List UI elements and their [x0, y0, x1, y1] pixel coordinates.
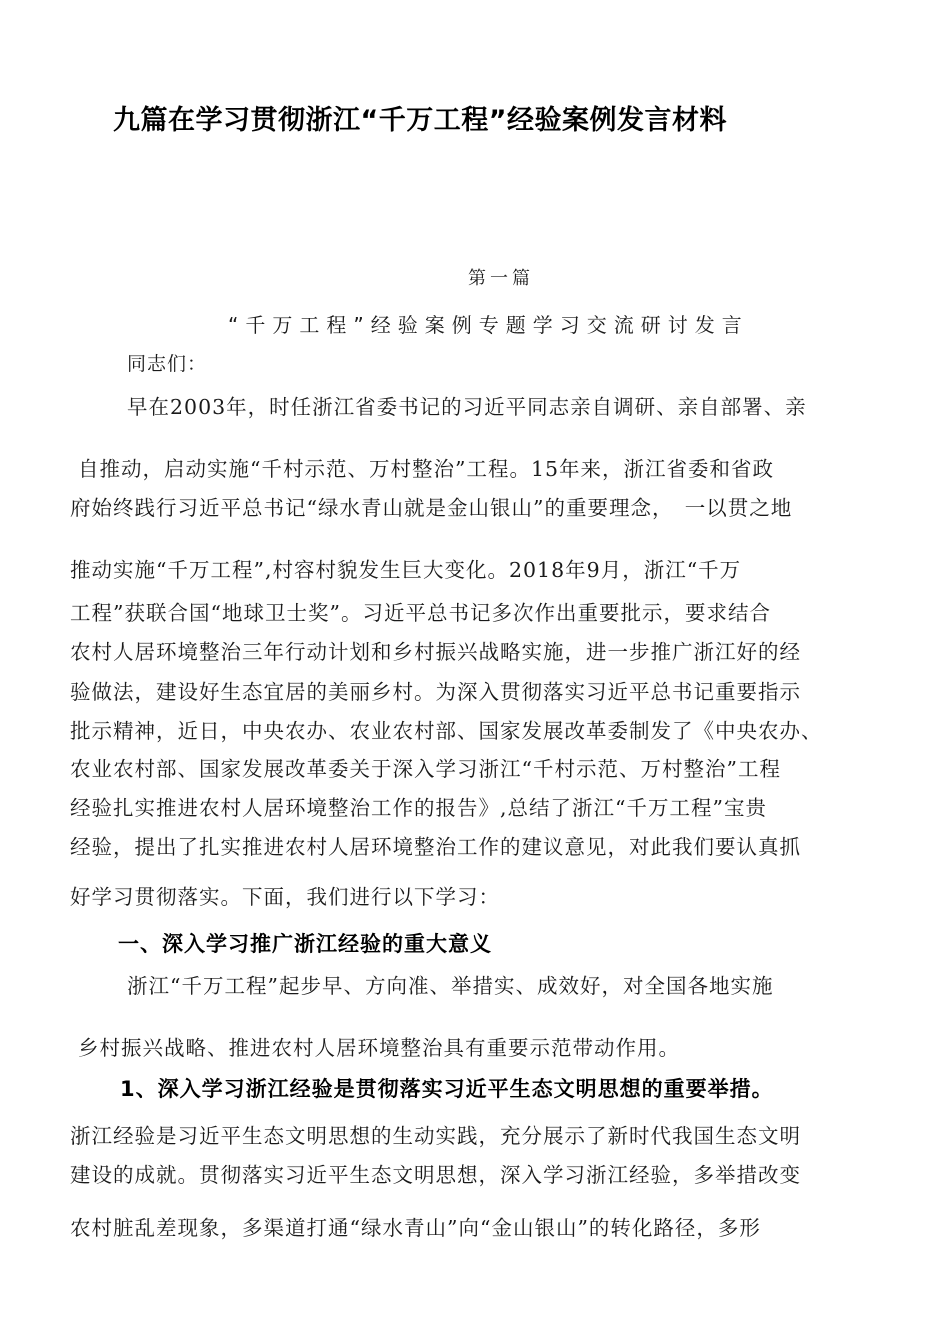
section-label: 第一篇 — [468, 268, 534, 289]
paragraph-line: 乡村振兴战略、推进农村人居环境整治具有重要示范带动作用。 — [78, 1036, 680, 1060]
paragraph-line: 农村脏乱差现象，多渠道打通“绿水青山”向“金山银山”的转化路径，多形 — [70, 1216, 761, 1240]
paragraph-line: 自推动，启动实施“千村示范、万村整治”工程。15年来，浙江省委和省政 — [78, 457, 775, 481]
section-heading: 一、深入学习推广浙江经验的重大意义 — [118, 932, 492, 956]
paragraph-line: 农业农村部、国家发展改革委关于深入学习浙江“千村示范、万村整治”工程 — [70, 757, 781, 781]
subsection-heading: 1、深入学习浙江经验是贯彻落实习近平生态文明思想的重要举措。 — [120, 1077, 774, 1101]
document-title: 九篇在学习贯彻浙江“千万工程”经验案例发言材料 — [113, 105, 727, 136]
paragraph-line: 批示精神，近日，中央农办、农业农村部、国家发展改革委制发了《中央农办、 — [70, 719, 823, 743]
speech-title: “千万工程”经验案例专题学习交流研讨发言 — [228, 313, 749, 337]
paragraph-line: 好学习贯彻落实。下面，我们进行以下学习： — [70, 885, 500, 909]
paragraph-line: 验做法，建设好生态宜居的美丽乡村。为深入贯彻落实习近平总书记重要指示 — [70, 680, 801, 704]
paragraph-line: 建设的成就。贯彻落实习近平生态文明思想，深入学习浙江经验，多举措改变 — [70, 1163, 801, 1187]
paragraph-line: 经验，提出了扎实推进农村人居环境整治工作的建议意见，对此我们要认真抓 — [70, 835, 801, 859]
paragraph-line: 农村人居环境整治三年行动计划和乡村振兴战略实施，进一步推广浙江好的经 — [70, 640, 801, 664]
greeting: 同志们： — [127, 353, 208, 375]
paragraph-line: 经验扎实推进农村人居环境整治工作的报告》,总结了浙江“千万工程”宝贵 — [70, 796, 767, 820]
paragraph-line: 府始终践行习近平总书记“绿水青山就是金山银山”的重要理念， 一以贯之地 — [70, 496, 793, 520]
paragraph-line: 工程”获联合国“地球卫士奖”。习近平总书记多次作出重要批示，要求结合 — [70, 601, 771, 625]
paragraph-line: 浙江“千万工程”起步早、方向准、举措实、成效好，对全国各地实施 — [127, 974, 774, 998]
paragraph-line: 推动实施“千万工程”,村容村貌发生巨大变化。2018年9月，浙江“千万 — [70, 558, 742, 582]
paragraph-line: 早在2003年，时任浙江省委书记的习近平同志亲自调研、亲自部署、亲 — [127, 395, 807, 419]
paragraph-line: 浙江经验是习近平生态文明思想的生动实践，充分展示了新时代我国生态文明 — [70, 1124, 801, 1148]
